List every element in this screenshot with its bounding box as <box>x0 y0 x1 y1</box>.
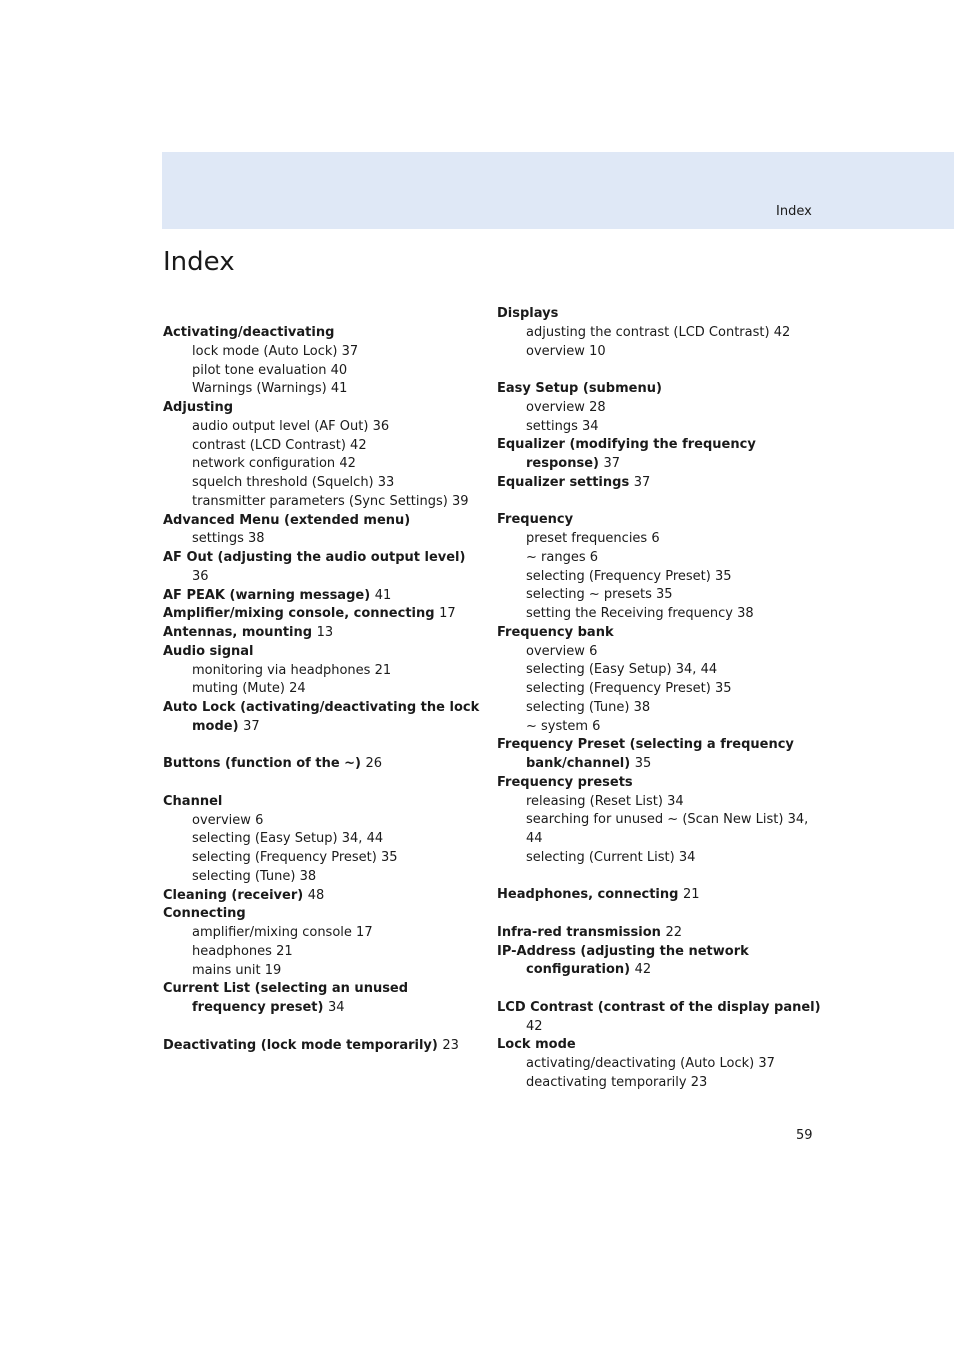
index-sub-entry <box>497 699 822 718</box>
index-sub-entry <box>497 605 822 624</box>
index-spacer <box>497 361 822 380</box>
index-term: Adjusting <box>163 400 234 415</box>
index-sub-entry <box>497 586 822 605</box>
index-main-entry <box>497 624 822 643</box>
index-main-entry <box>497 380 822 399</box>
index-term: audio output level (AF Out) <box>192 418 369 434</box>
index-page-ref: 37 <box>633 474 651 490</box>
index-page-ref: 42 <box>526 1018 543 1034</box>
index-sub-entry <box>163 343 483 362</box>
index-main-entry <box>163 980 483 1018</box>
index-page-ref: 34 <box>678 849 696 865</box>
index-page-ref: 38 <box>247 531 265 547</box>
index-page-ref: 34 <box>667 793 684 809</box>
index-main-entry <box>163 699 483 737</box>
index-main-entry <box>163 605 483 624</box>
index-sub-entry <box>163 849 483 868</box>
index-page-ref: 35 <box>655 587 673 603</box>
index-term: Channel <box>163 793 223 809</box>
index-page-ref: 28 <box>589 399 606 415</box>
index-page-ref: 34, 44 <box>675 662 718 678</box>
index-sub-entry <box>163 530 483 549</box>
index-main-entry <box>163 587 483 606</box>
index-term: muting (Mute) <box>192 681 285 697</box>
index-term: monitoring via headphones <box>192 662 371 678</box>
index-main-entry <box>163 1037 483 1056</box>
index-term: Easy Setup (submenu) <box>497 381 662 396</box>
index-term: searching for unused ~ (Scan New List) <box>526 812 784 828</box>
index-term: selecting (Easy Setup) <box>526 662 672 678</box>
index-page-ref: 36 <box>192 568 209 584</box>
index-spacer <box>497 868 822 887</box>
index-sub-entry <box>497 793 822 812</box>
index-main-entry <box>163 512 483 531</box>
index-term: Frequency bank <box>497 624 614 640</box>
index-term: Audio signal <box>163 643 254 659</box>
index-sub-entry <box>163 380 483 399</box>
index-term: preset frequencies <box>526 531 648 546</box>
index-sub-entry <box>163 474 483 493</box>
index-term: network configuration <box>192 456 336 472</box>
index-page-ref: 42 <box>339 456 356 472</box>
index-term: ~ system <box>526 718 589 734</box>
index-page-ref: 35 <box>634 756 652 771</box>
index-term: Lock mode <box>497 1037 576 1053</box>
index-main-entry <box>497 999 822 1037</box>
index-term: Cleaning (receiver) <box>163 887 304 903</box>
index-term: selecting (Current List) <box>526 849 675 865</box>
index-spacer <box>497 493 822 512</box>
index-term: deactivating temporarily <box>526 1074 687 1090</box>
index-sub-entry <box>497 1074 822 1093</box>
index-main-entry <box>163 549 483 587</box>
index-term: LCD Contrast (contrast of the display panel) <box>497 999 821 1015</box>
index-sub-entry <box>163 830 483 849</box>
index-term: selecting (Tune) <box>192 868 296 884</box>
index-sub-entry <box>497 324 822 343</box>
index-page-ref: 35 <box>714 568 732 584</box>
index-term: Auto Lock (activating/deactivating the lock mode) <box>163 700 480 734</box>
index-spacer <box>163 1018 483 1037</box>
index-sub-entry <box>497 399 822 418</box>
index-term: selecting (Frequency Preset) <box>192 850 377 865</box>
index-term: Equalizer settings <box>497 474 630 490</box>
header-section-label: Index <box>776 204 812 219</box>
index-sub-entry <box>163 418 483 437</box>
index-page-ref: 37 <box>603 456 621 471</box>
index-sub-entry <box>163 662 483 681</box>
index-main-entry <box>163 643 483 662</box>
index-sub-entry <box>163 437 483 456</box>
index-page-ref: 40 <box>330 362 348 378</box>
index-term: Buttons (function of the ~) <box>163 756 361 772</box>
index-sub-entry <box>497 343 822 362</box>
index-page-ref: 6 <box>255 812 264 828</box>
index-sub-entry <box>497 549 822 568</box>
index-term: selecting ~ presets <box>526 587 652 603</box>
index-main-entry <box>497 305 822 324</box>
index-page-ref: 24 <box>289 681 306 697</box>
index-term: releasing (Reset List) <box>526 793 663 809</box>
index-page-ref: 37 <box>341 343 359 359</box>
index-main-entry <box>163 324 483 343</box>
index-term: IP-Address (adjusting the network configuration) <box>497 943 749 978</box>
index-sub-entry <box>497 718 822 737</box>
index-term: overview <box>192 812 251 828</box>
index-term: Connecting <box>163 906 246 922</box>
index-term: selecting (Frequency Preset) <box>526 681 711 696</box>
index-main-entry <box>497 886 822 905</box>
index-sub-entry <box>497 643 822 662</box>
index-page-ref: 36 <box>372 418 390 434</box>
index-page-ref: 34, 44 <box>526 812 809 846</box>
index-main-entry <box>497 924 822 943</box>
index-column-left <box>163 324 483 1055</box>
index-term: headphones <box>192 943 272 959</box>
index-sub-entry <box>497 530 822 549</box>
index-page-ref: 41 <box>374 587 392 603</box>
header-band <box>162 152 954 229</box>
index-term: Headphones, connecting <box>497 887 679 903</box>
index-page-ref: 38 <box>633 699 651 715</box>
index-spacer <box>163 774 483 793</box>
index-sub-entry <box>163 924 483 943</box>
index-sub-entry <box>163 962 483 981</box>
index-term: Equalizer (modifying the frequency response) <box>497 437 756 471</box>
index-page-ref: 6 <box>589 643 598 659</box>
index-term: Antennas, mounting <box>163 625 313 640</box>
index-main-entry <box>163 887 483 906</box>
index-main-entry <box>163 755 483 774</box>
index-term: adjusting the contrast (LCD Contrast) <box>526 324 770 340</box>
index-page-ref: 35 <box>380 850 398 865</box>
index-term: Warnings (Warnings) <box>192 381 327 397</box>
index-page-ref: 48 <box>307 887 325 903</box>
index-page-ref: 34, 44 <box>341 831 384 847</box>
index-page-ref: 13 <box>316 625 334 640</box>
index-term: Frequency Preset (selecting a frequency bank/channel) <box>497 737 794 771</box>
index-main-entry <box>163 793 483 812</box>
index-main-entry <box>163 399 483 418</box>
index-sub-entry <box>497 1055 822 1074</box>
index-term: Infra-red transmission <box>497 924 661 940</box>
index-term: Frequency <box>497 512 574 528</box>
index-spacer <box>163 737 483 756</box>
index-page-ref: 42 <box>350 437 367 453</box>
index-sub-entry <box>497 811 822 849</box>
index-sub-entry <box>163 493 483 512</box>
index-sub-entry <box>163 680 483 699</box>
index-page-ref: 42 <box>634 962 652 978</box>
index-page-ref: 26 <box>365 756 383 772</box>
index-page-ref: 42 <box>773 324 791 340</box>
index-term: pilot tone evaluation <box>192 362 327 378</box>
index-term: Amplifier/mixing console, connecting <box>163 606 435 622</box>
index-main-entry <box>497 474 822 493</box>
index-term: selecting (Tune) <box>526 699 630 715</box>
index-sub-entry <box>163 868 483 887</box>
index-page-ref: 38 <box>299 868 317 884</box>
index-page-ref: 21 <box>374 662 392 678</box>
index-term: Displays <box>497 306 559 321</box>
index-term: Current List (selecting an unused frequency preset) <box>163 981 409 1015</box>
page-number: 59 <box>796 1128 813 1143</box>
index-main-entry <box>163 624 483 643</box>
index-page-ref: 6 <box>592 718 601 734</box>
index-sub-entry <box>497 568 822 587</box>
index-main-entry <box>497 736 822 774</box>
index-term: lock mode (Auto Lock) <box>192 343 338 359</box>
index-term: ~ ranges <box>526 549 586 565</box>
index-term: overview <box>526 643 585 659</box>
index-main-entry <box>497 1036 822 1055</box>
index-page-ref: 21 <box>682 887 700 903</box>
index-spacer <box>497 980 822 999</box>
index-term: squelch threshold (Squelch) <box>192 475 374 490</box>
index-sub-entry <box>497 418 822 437</box>
index-term: Frequency presets <box>497 774 633 790</box>
index-page-ref: 10 <box>589 343 606 359</box>
index-page-ref: 34 <box>328 1000 345 1015</box>
index-main-entry <box>163 905 483 924</box>
index-term: setting the Receiving frequency <box>526 606 734 621</box>
index-main-entry <box>497 511 822 530</box>
index-page-ref: 23 <box>442 1037 459 1053</box>
index-column-right <box>497 305 822 1093</box>
index-sub-entry <box>163 455 483 474</box>
index-page-ref: 39 <box>451 493 469 509</box>
page-title: Index <box>163 247 235 277</box>
index-term: AF Out (adjusting the audio output level) <box>163 550 466 565</box>
index-term: settings <box>192 531 244 547</box>
index-page-ref: 17 <box>356 925 373 940</box>
index-term: Advanced Menu (extended menu) <box>163 512 411 528</box>
index-sub-entry <box>163 943 483 962</box>
index-term: overview <box>526 343 585 359</box>
index-term: settings <box>526 418 578 434</box>
index-page-ref: 37 <box>243 718 260 734</box>
index-main-entry <box>497 774 822 793</box>
index-main-entry <box>497 436 822 474</box>
index-term: contrast (LCD Contrast) <box>192 437 346 453</box>
index-page-ref: 38 <box>737 606 754 621</box>
index-term: Activating/deactivating <box>163 325 335 340</box>
index-term: overview <box>526 399 585 415</box>
index-term: activating/deactivating (Auto Lock) <box>526 1056 755 1071</box>
index-main-entry <box>497 943 822 981</box>
index-term: transmitter parameters (Sync Settings) <box>192 493 448 509</box>
index-page-ref: 41 <box>330 381 348 397</box>
index-page-ref: 17 <box>439 606 456 622</box>
index-sub-entry <box>497 661 822 680</box>
index-sub-entry <box>497 849 822 868</box>
index-term: AF PEAK (warning message) <box>163 587 371 603</box>
index-page-ref: 35 <box>714 681 732 696</box>
index-sub-entry <box>163 812 483 831</box>
index-page-ref: 22 <box>665 924 682 940</box>
index-page-ref: 19 <box>264 962 282 978</box>
index-page-ref: 6 <box>589 549 599 565</box>
index-page-ref: 37 <box>758 1056 775 1071</box>
index-spacer <box>497 905 822 924</box>
index-sub-entry <box>163 362 483 381</box>
index-sub-entry <box>497 680 822 699</box>
index-term: selecting (Frequency Preset) <box>526 568 711 584</box>
index-page-ref: 21 <box>276 943 293 959</box>
index-term: selecting (Easy Setup) <box>192 831 338 847</box>
index-page-ref: 23 <box>690 1074 708 1090</box>
index-term: Deactivating (lock mode temporarily) <box>163 1037 438 1053</box>
index-term: amplifier/mixing console <box>192 925 352 940</box>
index-page-ref: 33 <box>377 475 395 490</box>
index-page-ref: 34 <box>581 418 599 434</box>
index-term: mains unit <box>192 962 261 978</box>
index-page-ref: 6 <box>651 531 660 546</box>
